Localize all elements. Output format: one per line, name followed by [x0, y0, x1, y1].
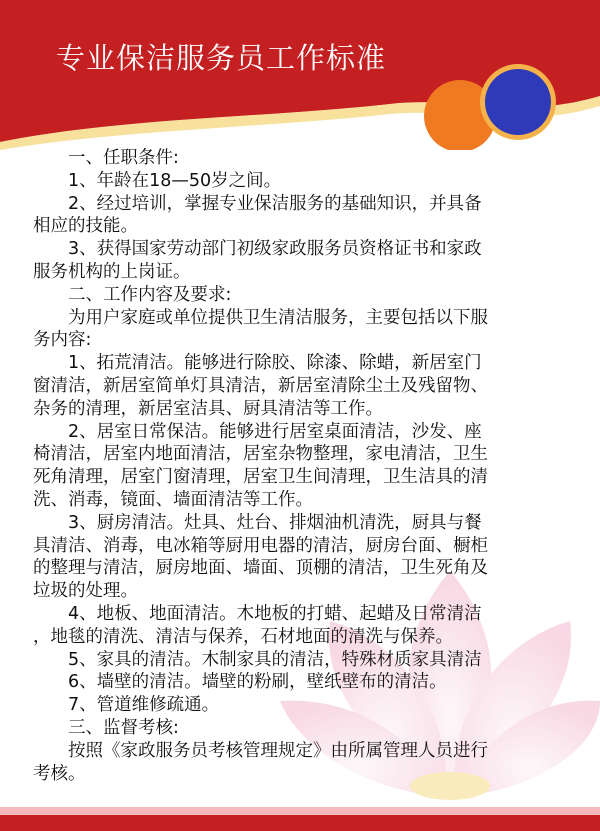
- text-line: 4、地板、地面清洁。木地板的打蜡、起蜡及日常清洁: [33, 603, 482, 624]
- text-line: 务内容:: [33, 330, 92, 351]
- text-line: 垃圾的处理。: [33, 581, 138, 602]
- text-line: 2、经过培训，掌握专业保洁服务的基础知识，并具备: [33, 193, 482, 214]
- blue-circle-decoration: [485, 69, 551, 135]
- text-line: 考核。: [33, 763, 86, 784]
- text-line: 椅清洁，居室内地面清洁，居室杂物整理，家电清洁，卫生: [33, 444, 488, 465]
- text-line: 3、获得国家劳动部门初级家政服务员资格证书和家政: [33, 239, 482, 260]
- text-line: 二、工作内容及要求:: [33, 284, 232, 305]
- text-line: 一、任职条件:: [33, 148, 179, 168]
- footer-stripe: [0, 807, 600, 815]
- text-line: 的整理与清洁，厨房地面、墙面、顶棚的清洁，卫生死角及: [33, 558, 488, 579]
- text-line: 2、居室日常保洁。能够进行居室桌面清洁，沙发、座: [33, 421, 482, 442]
- text-line: 窗清洁，新居室简单灯具清洁，新居室清除尘土及残留物、: [33, 375, 488, 396]
- text-line: ，地毯的清洗、清洁与保养，石材地面的清洗与保养。: [33, 626, 453, 647]
- text-line: 6、墙壁的清洁。墙壁的粉刷，壁纸壁布的清洁。: [33, 672, 447, 693]
- text-line: 5、家具的清洁。木制家具的清洁，特殊材质家具清洁: [33, 649, 482, 670]
- text-line: 服务机构的上岗证。: [33, 261, 191, 282]
- text-line: 7、管道维修疏通。: [33, 695, 220, 716]
- text-line: 1、拓荒清洁。能够进行除胶、除漆、除蜡，新居室门: [33, 353, 482, 374]
- text-line: 相应的技能。: [33, 216, 138, 237]
- text-line: 3、厨房清洁。灶具、灶台、排烟油机清洗，厨具与餐: [33, 512, 482, 533]
- text-line: 洗、消毒，镜面、墙面清洁等工作。: [33, 489, 313, 510]
- header-banner: [0, 0, 600, 150]
- text-line: 三、监督考核:: [33, 717, 179, 738]
- text-line: 杂务的清理，新居室洁具、厨具清洁等工作。: [33, 398, 383, 419]
- text-line: 1、年龄在18—50岁之间。: [33, 170, 282, 191]
- document-body: [33, 147, 573, 785]
- page-title: 专业保洁服务员工作标准: [56, 41, 387, 75]
- footer-bar: [0, 815, 600, 831]
- text-line: 具清洁、消毒，电冰箱等厨用电器的清洁，厨房台面、橱柜: [33, 535, 488, 556]
- text-line: 死角清理，居室门窗清理，居室卫生间清理，卫生洁具的清: [33, 467, 488, 488]
- text-line: 为用户家庭或单位提供卫生清洁服务，主要包括以下服: [33, 307, 488, 328]
- text-line: 按照《家政服务员考核管理规定》由所属管理人员进行: [33, 740, 488, 761]
